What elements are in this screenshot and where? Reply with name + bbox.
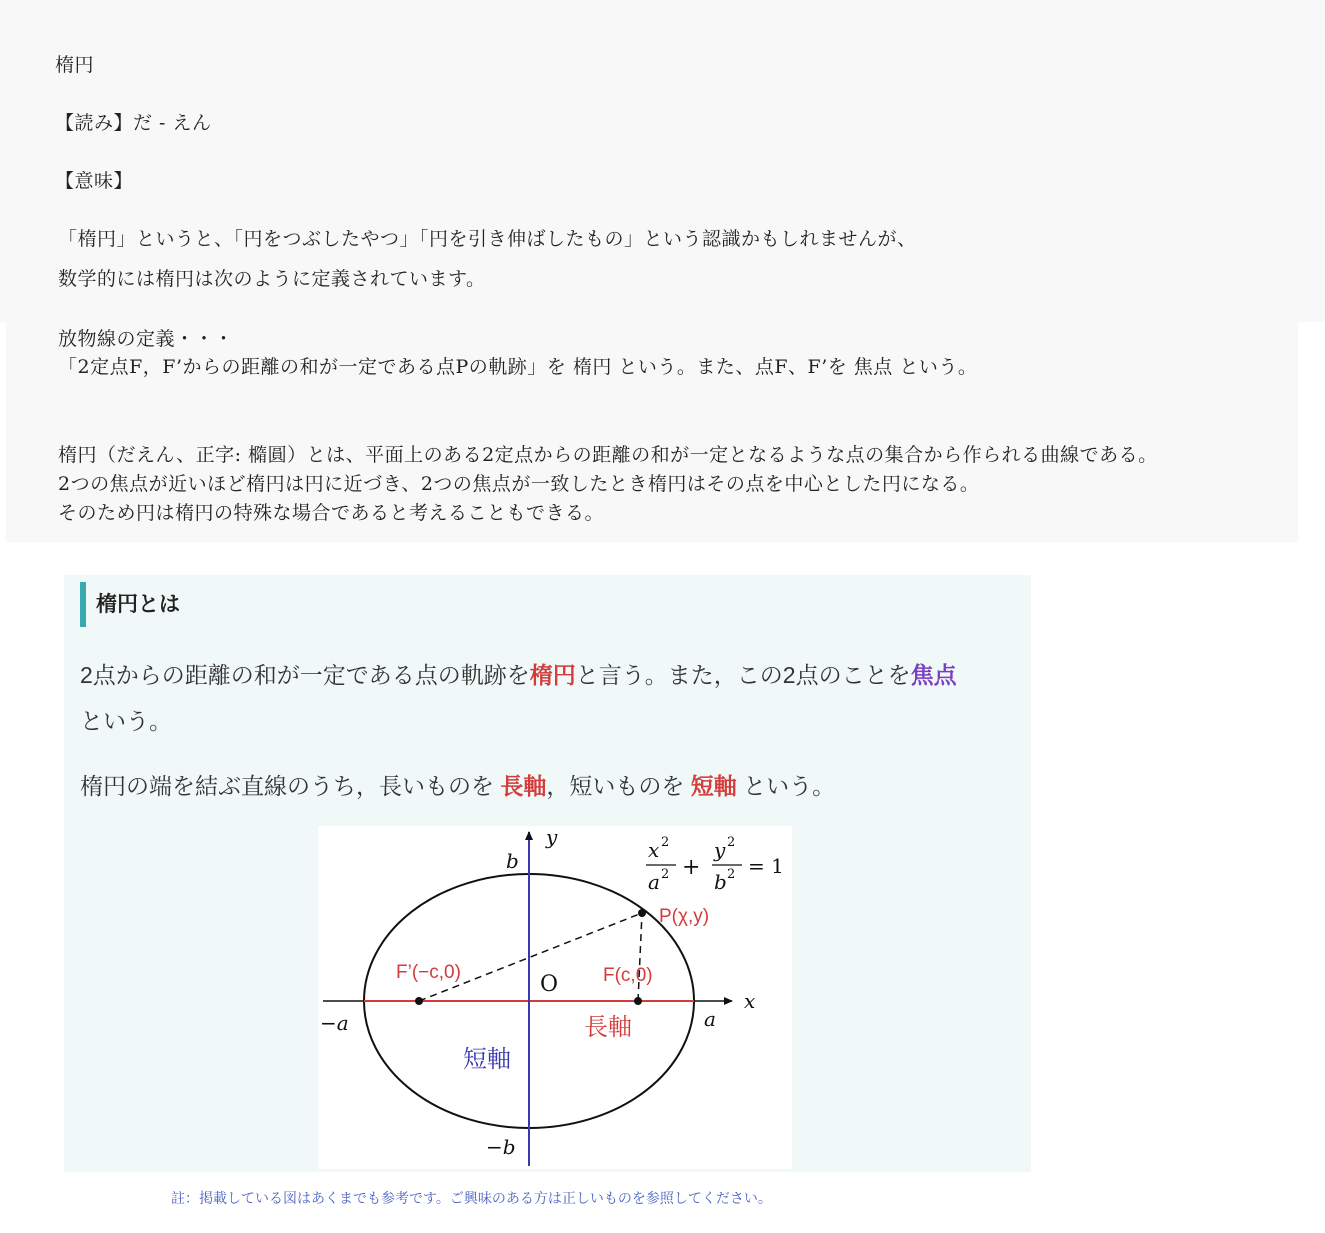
origin-label: O xyxy=(540,972,559,997)
axis-x-label: x xyxy=(744,989,756,1013)
axis-y-label: y xyxy=(546,826,558,849)
ellipse-equation xyxy=(646,835,784,894)
card-line-1-a: 2点からの距離の和が一定である点の軌跡を xyxy=(80,662,530,688)
paragraph-line-3: そのため円は楕円の特殊な場合であると考えることもできる。 xyxy=(58,502,605,524)
card-title-accent xyxy=(80,582,86,627)
term-ellipse: 楕円 xyxy=(529,662,576,688)
card-line-2: という。 xyxy=(80,708,172,734)
point-p-dot xyxy=(638,909,646,917)
label-b: b xyxy=(506,849,519,873)
card-line-3 xyxy=(80,768,835,801)
intro-line-2: 数学的には楕円は次のように定義されています。 xyxy=(58,268,486,290)
meaning-label: 【意味】 xyxy=(55,170,134,192)
card-line-3-e: という。 xyxy=(736,773,836,799)
dashed-line-f-prime-p xyxy=(419,913,642,1001)
definition-title: 放物線の定義・・・ xyxy=(58,328,234,350)
term-minor-axis: 短軸 xyxy=(690,773,737,799)
reference-note: 註：掲載している図はあくまでも参考です。ご興味のある方は正しいものを参照してください。 xyxy=(171,1190,772,1206)
card-line-1 xyxy=(80,657,957,690)
equation-y: y xyxy=(714,838,726,862)
reading-label: 【読み】だ - えん xyxy=(55,112,212,134)
card-line-3-c: ，短いものを xyxy=(546,773,691,799)
equation-x-exponent: 2 xyxy=(661,835,670,850)
point-p-label: P(χ,y) xyxy=(659,906,710,927)
focus-f-prime-dot xyxy=(415,997,423,1005)
equation-y-exponent: 2 xyxy=(727,835,736,850)
card-title: 楕円とは xyxy=(96,593,180,616)
equation-b-exponent: 2 xyxy=(727,867,736,882)
intro-line-1: 「楕円」というと、「円をつぶしたやつ」「円を引き伸ばしたもの」という認識かもしれませんが、 xyxy=(58,228,917,250)
equation-x: x xyxy=(648,838,660,862)
paragraph-line-1: 楕円（だえん、正字: 橢圓）とは、平面上のある2定点からの距離の和が一定となるような点の集合から作られる曲線である。 xyxy=(58,444,1158,466)
label-a: a xyxy=(704,1007,716,1031)
card-line-3-a: 楕円の端を結ぶ直線のうち，長いものを xyxy=(80,773,501,799)
paragraph-line-2: 2つの焦点が近いほど楕円は円に近づき、2つの焦点が一致したとき楕円はその点を中心とした円になる。 xyxy=(58,473,980,495)
equation-rhs: = 1 xyxy=(748,854,784,878)
ellipse-figure xyxy=(318,826,792,1169)
focus-f-label: F(c,0) xyxy=(603,965,653,986)
equation-b: b xyxy=(714,870,727,894)
term-focus: 焦点 xyxy=(910,662,957,688)
equation-a-exponent: 2 xyxy=(661,867,670,882)
focus-f-dot xyxy=(634,997,642,1005)
focus-f-prime-label: F’(−c,0) xyxy=(396,962,461,983)
term-major-axis: 長軸 xyxy=(500,773,547,799)
major-axis-label: 長軸 xyxy=(584,1014,632,1041)
minor-axis-label: 短軸 xyxy=(463,1046,511,1073)
dashed-line-f-p xyxy=(638,913,642,1001)
label-neg-a: −a xyxy=(320,1011,349,1035)
definition-body: 「2定点F，F’からの距離の和が一定である点Pの軌跡」を 楕円 という。また、点F、F’を 焦点 という。 xyxy=(58,356,978,378)
ellipse-diagram xyxy=(318,826,792,1169)
term-heading: 楕円 xyxy=(55,54,95,76)
card-line-1-c: と言う。また，この2点のことを xyxy=(575,662,911,688)
label-neg-b: −b xyxy=(486,1135,516,1159)
equation-a: a xyxy=(648,870,660,894)
equation-plus: + xyxy=(682,855,701,880)
